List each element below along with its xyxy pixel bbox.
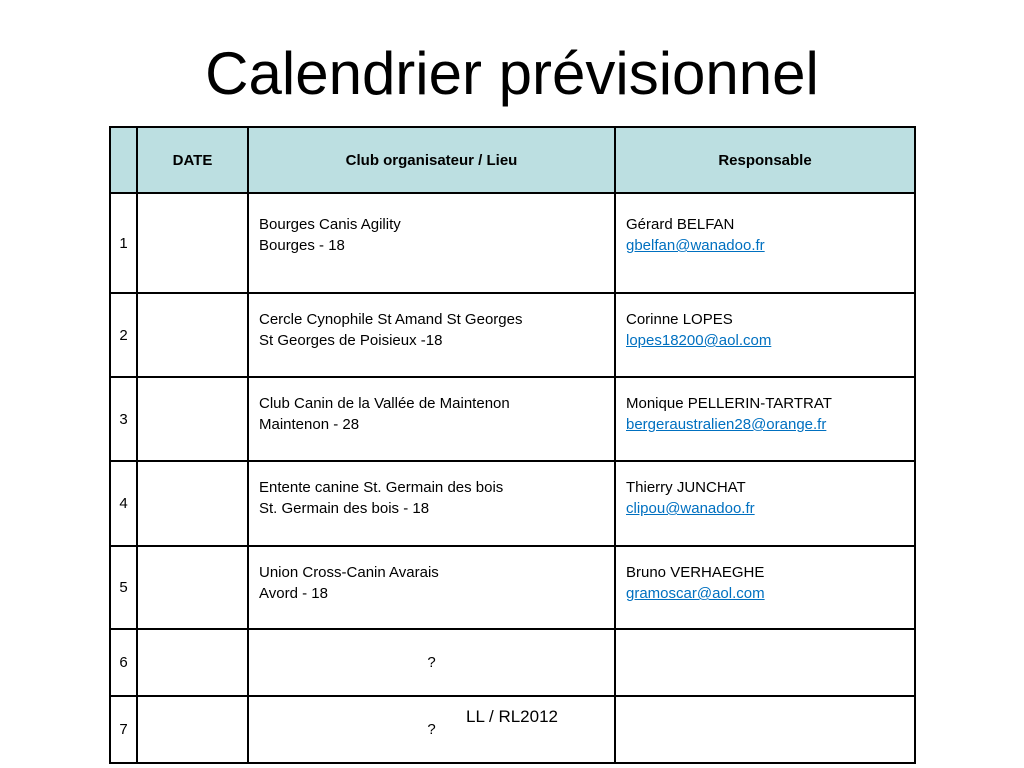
club-unknown-cell: ? [248, 696, 615, 763]
responsable-name: Bruno VERHAEGHE [626, 564, 765, 581]
date-cell [137, 629, 248, 696]
responsable-cell [615, 629, 915, 696]
club-name: Club Canin de la Vallée de Maintenon [259, 395, 510, 412]
club-cell [248, 461, 615, 546]
responsable-cell [615, 377, 915, 461]
club-cell [248, 193, 615, 293]
header-num [110, 127, 137, 193]
responsable-email-link[interactable]: gramoscar@aol.com [626, 585, 765, 602]
table-row [110, 293, 915, 377]
row-number: 5 [110, 546, 137, 629]
header-club: Club organisateur / Lieu [248, 127, 615, 193]
row-number: 6 [110, 629, 137, 696]
club-name: Cercle Cynophile St Amand St Georges [259, 311, 523, 328]
header-responsable: Responsable [615, 127, 915, 193]
club-cell [248, 293, 615, 377]
responsable-name: Corinne LOPES [626, 311, 733, 328]
table-row [110, 629, 915, 696]
responsable-name: Monique PELLERIN-TARTRAT [626, 395, 832, 412]
responsable-cell [615, 546, 915, 629]
club-place: St Georges de Poisieux -18 [259, 332, 443, 349]
page-title: Calendrier prévisionnel [205, 40, 819, 107]
footer-text: LL / RL2012 [466, 707, 558, 726]
table-row [110, 546, 915, 629]
date-cell [137, 461, 248, 546]
responsable-email-link[interactable]: clipou@wanadoo.fr [626, 500, 755, 517]
club-cell [248, 546, 615, 629]
responsable-email-link[interactable]: gbelfan@wanadoo.fr [626, 237, 765, 254]
header-date: DATE [137, 127, 248, 193]
club-cell [248, 377, 615, 461]
responsable-name: Thierry JUNCHAT [626, 479, 746, 496]
table-row [110, 193, 915, 293]
club-place: Bourges - 18 [259, 237, 345, 254]
responsable-cell [615, 461, 915, 546]
row-number: 4 [110, 461, 137, 546]
row-number: 3 [110, 377, 137, 461]
club-name: Union Cross-Canin Avarais [259, 564, 439, 581]
table-row [110, 461, 915, 546]
club-place: Maintenon - 28 [259, 416, 360, 433]
responsable-email-link[interactable]: bergeraustralien28@orange.fr [626, 416, 827, 433]
responsable-cell [615, 193, 915, 293]
club-unknown-cell: ? [248, 629, 615, 696]
table-header-row [110, 127, 915, 193]
date-cell [137, 193, 248, 293]
club-name: Bourges Canis Agility [259, 216, 401, 233]
club-name: Entente canine St. Germain des bois [259, 479, 504, 496]
date-cell [137, 377, 248, 461]
responsable-email-link[interactable]: lopes18200@aol.com [626, 332, 772, 349]
responsable-name: Gérard BELFAN [626, 216, 735, 233]
date-cell [137, 546, 248, 629]
responsable-cell [615, 293, 915, 377]
table-row [110, 377, 915, 461]
club-place: Avord - 18 [259, 585, 328, 602]
schedule-table [109, 126, 916, 764]
row-number: 7 [110, 696, 137, 763]
club-place: St. Germain des bois - 18 [259, 500, 430, 517]
date-cell [137, 293, 248, 377]
row-number: 2 [110, 293, 137, 377]
row-number: 1 [110, 193, 137, 293]
